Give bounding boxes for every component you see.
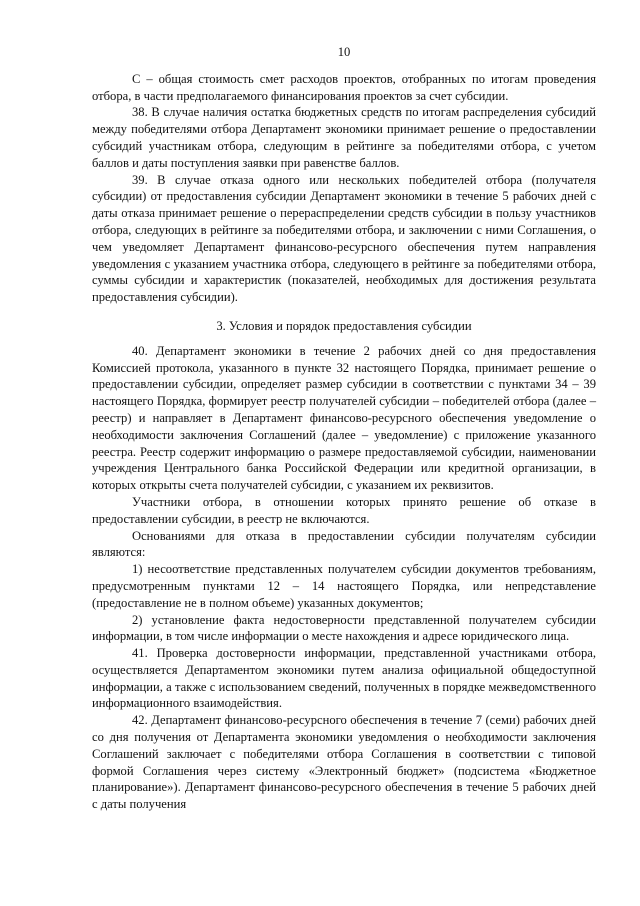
page-number: 10 <box>337 45 351 59</box>
paragraph-refusal-grounds: Основаниями для отказа в предоставлении субсидии получателям субсидии являются: <box>92 528 596 560</box>
list-item-1: 1) несоответствие представленных получателем субсидии документов требованиям, предусмотренным пунктами 12 – 14 настоящего Порядка, или непредставление (предоставление не в полном объеме) указанных документов; <box>92 562 596 610</box>
section-heading: 3. Условия и порядок предоставления субсидии <box>216 318 472 333</box>
paragraph-38: 38. В случае наличия остатка бюджетных средств по итогам распределения субсидий между победителями отбора Департамент экономики принимает решение о предоставлении субсидий участникам отбора, следующим в рейтинге за победителями отбора, с учетом баллов и даты поступления заявки при равенстве баллов. <box>92 105 596 170</box>
list-item-2: 2) установление факта недостоверности представленной получателем субсидии информации, в том числе информации о месте нахождения и адресе юридического лица. <box>92 612 596 644</box>
paragraph-41: 41. Проверка достоверности информации, представленной участниками отбора, осуществляется Департаментом экономики путем анализа официальной общедоступной информации, а также с использованием сведений, полученных в порядке межведомственного информационного взаимодействия. <box>92 646 596 711</box>
paragraph-excluded-participants: Участники отбора, в отношении которых принято решение об отказе в предоставлении субсидии, в реестр не включаются. <box>92 494 596 526</box>
paragraph-39: 39. В случае отказа одного или нескольких победителей отбора (получателя субсидии) от предоставления субсидии Департамент экономики в течение 5 рабочих дней с даты отказа принимает решение о перераспределении средств субсидии в пользу участников отбора, следующих в рейтинге за победителями отбора, и заключении с ними Соглашения, о чем уведомляет Департамент финансово-ресурсного обеспечения путем направления уведомления с указанием участника отбора, следующего в рейтинге за победителями отбора, суммы субсидии и характеристик (показателей, необходимых для достижения результата предоставления субсидии). <box>92 172 596 305</box>
paragraph-42: 42. Департамент финансово-ресурсного обеспечения в течение 7 (семи) рабочих дней со дня получения от Департамента экономики уведомления о необходимости заключения Соглашений заключает с победителями отбора Соглашения в соответствии с типовой формой Соглашения через систему «Электронный бюджет» (подсистема «Бюджетное планирование»). Департамент финансово-ресурсного обеспечения в течение 5 рабочих дней с даты получения <box>92 713 596 812</box>
paragraph-40: 40. Департамент экономики в течение 2 рабочих дней со дня предоставления Комиссией протокола, указанного в пункте 32 настоящего Порядка, принимает решение о предоставлении субсидии, определяет размер субсидии в соответствии с пунктами 34 – 39 настоящего Порядка, формирует реестр получателей субсидии – победителей отбора (далее – реестр) и направляет в Департамент финансово-ресурсного обеспечения уведомление о необходимости заключения Соглашений (далее – уведомление) с приложение указанного реестра. Реестр содержит информацию о размере предоставляемой субсидии, наименовании учреждения Центрального банка Российской Федерации или кредитной организации, в которых открыты счета получателей субсидии, с указанием их реквизитов. <box>92 343 596 493</box>
paragraph-c-definition: С – общая стоимость смет расходов проектов, отобранных по итогам проведения отбора, в части предполагаемого финансирования проектов за счет субсидии. <box>92 71 596 103</box>
